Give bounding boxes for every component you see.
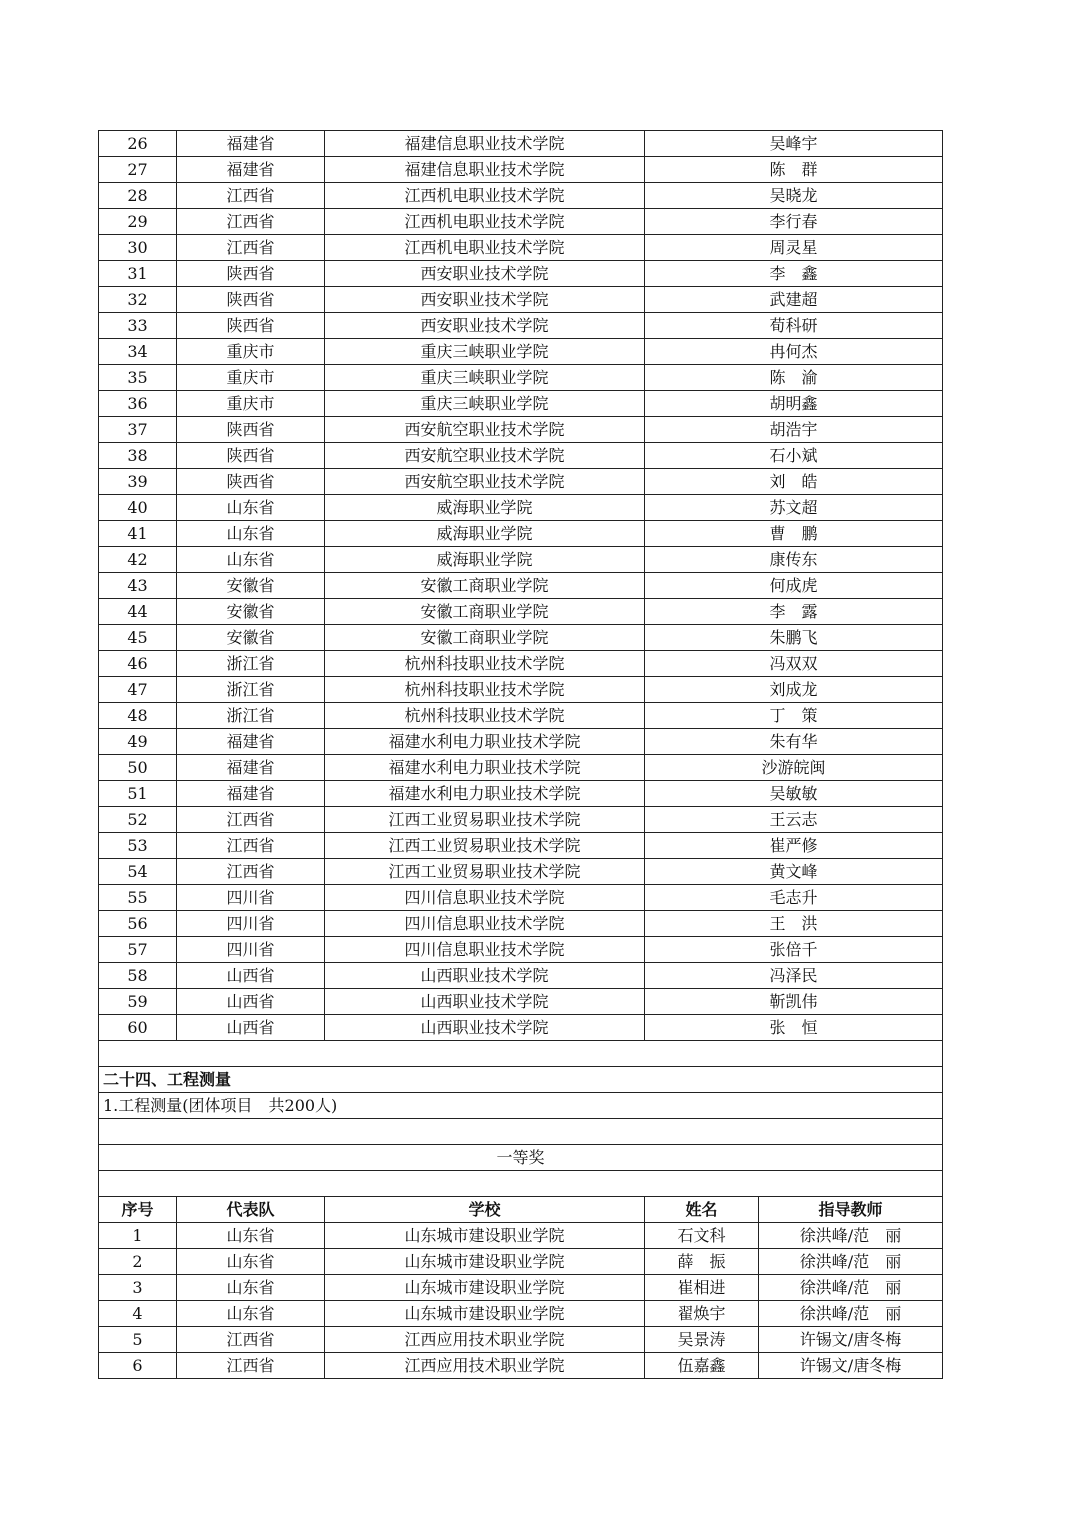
row-name: 毛志升 — [645, 885, 943, 911]
row-name: 曹 鹏 — [645, 521, 943, 547]
row-teacher: 许锡文/唐冬梅 — [759, 1353, 943, 1379]
table-row — [99, 1015, 943, 1041]
row-number: 27 — [99, 157, 177, 183]
table-row — [99, 937, 943, 963]
row-school: 山东城市建设职业学院 — [325, 1249, 645, 1275]
row-number: 47 — [99, 677, 177, 703]
row-school: 江西工业贸易职业技术学院 — [325, 833, 645, 859]
header-row — [99, 1197, 943, 1223]
row-school: 西安航空职业技术学院 — [325, 469, 645, 495]
row-team: 安徽省 — [177, 599, 325, 625]
row-team: 山东省 — [177, 521, 325, 547]
row-school: 山西职业技术学院 — [325, 989, 645, 1015]
row-name: 冉何杰 — [645, 339, 943, 365]
results-table — [98, 130, 943, 1379]
table-row — [99, 807, 943, 833]
row-teacher: 徐洪峰/范 丽 — [759, 1223, 943, 1249]
row-school: 江西机电职业技术学院 — [325, 209, 645, 235]
row-teacher: 许锡文/唐冬梅 — [759, 1327, 943, 1353]
row-name: 康传东 — [645, 547, 943, 573]
row-number: 40 — [99, 495, 177, 521]
row-school: 四川信息职业技术学院 — [325, 911, 645, 937]
table-row — [99, 261, 943, 287]
row-number: 39 — [99, 469, 177, 495]
row-school: 安徽工商职业学院 — [325, 573, 645, 599]
row-team: 陕西省 — [177, 443, 325, 469]
row-team: 陕西省 — [177, 287, 325, 313]
table-row — [99, 469, 943, 495]
part1-rows — [99, 131, 943, 1041]
row-number: 56 — [99, 911, 177, 937]
row-team: 山东省 — [177, 547, 325, 573]
row-name: 张 恒 — [645, 1015, 943, 1041]
award-title: 一等奖 — [99, 1145, 943, 1171]
row-school: 山西职业技术学院 — [325, 963, 645, 989]
row-school: 重庆三峡职业学院 — [325, 365, 645, 391]
row-name: 石小斌 — [645, 443, 943, 469]
table-row — [99, 651, 943, 677]
spacer-row — [99, 1119, 943, 1145]
row-name: 胡明鑫 — [645, 391, 943, 417]
row-name: 荀科研 — [645, 313, 943, 339]
row-school: 福建信息职业技术学院 — [325, 131, 645, 157]
table-row — [99, 833, 943, 859]
row-number: 36 — [99, 391, 177, 417]
row-team: 福建省 — [177, 781, 325, 807]
row-team: 安徽省 — [177, 573, 325, 599]
row-team: 重庆市 — [177, 339, 325, 365]
row-school: 安徽工商职业学院 — [325, 599, 645, 625]
row-number: 46 — [99, 651, 177, 677]
row-school: 四川信息职业技术学院 — [325, 885, 645, 911]
row-school: 福建水利电力职业技术学院 — [325, 781, 645, 807]
row-team: 江西省 — [177, 235, 325, 261]
row-name: 崔相进 — [645, 1275, 759, 1301]
table-row — [99, 417, 943, 443]
row-school: 杭州科技职业技术学院 — [325, 651, 645, 677]
table-row — [99, 573, 943, 599]
row-team: 安徽省 — [177, 625, 325, 651]
row-team: 福建省 — [177, 755, 325, 781]
row-name: 李 鑫 — [645, 261, 943, 287]
row-number: 26 — [99, 131, 177, 157]
row-team: 陕西省 — [177, 469, 325, 495]
row-team: 山西省 — [177, 963, 325, 989]
row-school: 威海职业学院 — [325, 495, 645, 521]
row-team: 福建省 — [177, 131, 325, 157]
row-number: 4 — [99, 1301, 177, 1327]
row-teacher: 徐洪峰/范 丽 — [759, 1249, 943, 1275]
table-row — [99, 235, 943, 261]
row-teacher: 徐洪峰/范 丽 — [759, 1275, 943, 1301]
row-number: 48 — [99, 703, 177, 729]
row-school: 安徽工商职业学院 — [325, 625, 645, 651]
table-row — [99, 339, 943, 365]
section-title-row — [99, 1067, 943, 1093]
header-name: 姓名 — [645, 1197, 759, 1223]
row-number: 50 — [99, 755, 177, 781]
award-row — [99, 1145, 943, 1171]
row-name: 张倍千 — [645, 937, 943, 963]
row-name: 陈 群 — [645, 157, 943, 183]
row-number: 55 — [99, 885, 177, 911]
spacer-row — [99, 1171, 943, 1197]
row-team: 江西省 — [177, 833, 325, 859]
row-name: 薛 振 — [645, 1249, 759, 1275]
part2-rows — [99, 1223, 943, 1379]
results-sheet — [98, 130, 942, 1379]
row-name: 吴景涛 — [645, 1327, 759, 1353]
row-school: 江西机电职业技术学院 — [325, 235, 645, 261]
table-row — [99, 547, 943, 573]
row-name: 胡浩宇 — [645, 417, 943, 443]
row-number: 41 — [99, 521, 177, 547]
row-number: 60 — [99, 1015, 177, 1041]
row-school: 福建水利电力职业技术学院 — [325, 755, 645, 781]
table-row — [99, 1301, 943, 1327]
row-number: 28 — [99, 183, 177, 209]
header-team: 代表队 — [177, 1197, 325, 1223]
row-name: 石文科 — [645, 1223, 759, 1249]
row-school: 山西职业技术学院 — [325, 1015, 645, 1041]
row-number: 54 — [99, 859, 177, 885]
row-name: 刘成龙 — [645, 677, 943, 703]
row-school: 江西应用技术职业学院 — [325, 1353, 645, 1379]
table-row — [99, 911, 943, 937]
row-number: 1 — [99, 1223, 177, 1249]
row-team: 福建省 — [177, 157, 325, 183]
row-number: 31 — [99, 261, 177, 287]
row-team: 浙江省 — [177, 703, 325, 729]
row-number: 42 — [99, 547, 177, 573]
row-name: 冯双双 — [645, 651, 943, 677]
table-row — [99, 365, 943, 391]
table-row — [99, 963, 943, 989]
row-school: 山东城市建设职业学院 — [325, 1275, 645, 1301]
table-row — [99, 443, 943, 469]
row-school: 重庆三峡职业学院 — [325, 391, 645, 417]
row-number: 49 — [99, 729, 177, 755]
row-team: 山西省 — [177, 989, 325, 1015]
row-school: 四川信息职业技术学院 — [325, 937, 645, 963]
row-name: 陈 渝 — [645, 365, 943, 391]
row-team: 山东省 — [177, 1301, 325, 1327]
row-team: 福建省 — [177, 729, 325, 755]
row-school: 西安航空职业技术学院 — [325, 417, 645, 443]
table-row — [99, 183, 943, 209]
row-name: 靳凯伟 — [645, 989, 943, 1015]
row-team: 四川省 — [177, 911, 325, 937]
table-row — [99, 495, 943, 521]
row-school: 福建信息职业技术学院 — [325, 157, 645, 183]
row-name: 周灵星 — [645, 235, 943, 261]
row-number: 43 — [99, 573, 177, 599]
row-name: 朱鹏飞 — [645, 625, 943, 651]
row-number: 57 — [99, 937, 177, 963]
row-teacher: 徐洪峰/范 丽 — [759, 1301, 943, 1327]
table-row — [99, 1353, 943, 1379]
row-team: 陕西省 — [177, 417, 325, 443]
row-name: 李 露 — [645, 599, 943, 625]
row-name: 沙游皖闽 — [645, 755, 943, 781]
table-row — [99, 755, 943, 781]
table-row — [99, 1275, 943, 1301]
row-name: 黄文峰 — [645, 859, 943, 885]
row-name: 伍嘉鑫 — [645, 1353, 759, 1379]
row-team: 陕西省 — [177, 313, 325, 339]
table-row — [99, 313, 943, 339]
row-team: 江西省 — [177, 807, 325, 833]
row-school: 江西工业贸易职业技术学院 — [325, 859, 645, 885]
row-name: 翟焕宇 — [645, 1301, 759, 1327]
row-name: 王云志 — [645, 807, 943, 833]
table-row — [99, 521, 943, 547]
row-number: 34 — [99, 339, 177, 365]
row-team: 重庆市 — [177, 391, 325, 417]
row-school: 威海职业学院 — [325, 521, 645, 547]
row-number: 29 — [99, 209, 177, 235]
row-name: 吴峰宇 — [645, 131, 943, 157]
row-number: 52 — [99, 807, 177, 833]
row-number: 5 — [99, 1327, 177, 1353]
table-row — [99, 157, 943, 183]
table-row — [99, 859, 943, 885]
row-name: 李行春 — [645, 209, 943, 235]
row-number: 45 — [99, 625, 177, 651]
row-school: 西安职业技术学院 — [325, 287, 645, 313]
row-school: 杭州科技职业技术学院 — [325, 677, 645, 703]
header-teacher: 指导教师 — [759, 1197, 943, 1223]
table-row — [99, 1327, 943, 1353]
row-team: 四川省 — [177, 937, 325, 963]
row-team: 江西省 — [177, 1353, 325, 1379]
header-no: 序号 — [99, 1197, 177, 1223]
row-school: 杭州科技职业技术学院 — [325, 703, 645, 729]
row-name: 何成虎 — [645, 573, 943, 599]
row-team: 山东省 — [177, 1249, 325, 1275]
table-row — [99, 1249, 943, 1275]
row-name: 吴敏敏 — [645, 781, 943, 807]
row-team: 浙江省 — [177, 677, 325, 703]
table-row — [99, 599, 943, 625]
row-team: 山东省 — [177, 495, 325, 521]
row-name: 王 洪 — [645, 911, 943, 937]
table-row — [99, 703, 943, 729]
table-row — [99, 781, 943, 807]
header-school: 学校 — [325, 1197, 645, 1223]
row-number: 38 — [99, 443, 177, 469]
section-block — [99, 1041, 943, 1223]
row-school: 江西工业贸易职业技术学院 — [325, 807, 645, 833]
table-row — [99, 729, 943, 755]
row-team: 山西省 — [177, 1015, 325, 1041]
row-school: 西安航空职业技术学院 — [325, 443, 645, 469]
row-team: 浙江省 — [177, 651, 325, 677]
row-school: 江西应用技术职业学院 — [325, 1327, 645, 1353]
row-number: 3 — [99, 1275, 177, 1301]
row-team: 江西省 — [177, 1327, 325, 1353]
row-school: 重庆三峡职业学院 — [325, 339, 645, 365]
row-team: 陕西省 — [177, 261, 325, 287]
table-row — [99, 989, 943, 1015]
row-name: 冯泽民 — [645, 963, 943, 989]
row-number: 32 — [99, 287, 177, 313]
table-row — [99, 885, 943, 911]
row-number: 59 — [99, 989, 177, 1015]
row-number: 58 — [99, 963, 177, 989]
table-row — [99, 287, 943, 313]
table-row — [99, 131, 943, 157]
row-school: 江西机电职业技术学院 — [325, 183, 645, 209]
row-number: 35 — [99, 365, 177, 391]
row-school: 山东城市建设职业学院 — [325, 1223, 645, 1249]
table-row — [99, 1223, 943, 1249]
row-team: 四川省 — [177, 885, 325, 911]
section-subtitle: 1.工程测量(团体项目 共200人) — [99, 1093, 943, 1119]
row-team: 山东省 — [177, 1275, 325, 1301]
row-school: 西安职业技术学院 — [325, 261, 645, 287]
row-name: 朱有华 — [645, 729, 943, 755]
section-subtitle-row — [99, 1093, 943, 1119]
spacer-row — [99, 1041, 943, 1067]
row-team: 江西省 — [177, 183, 325, 209]
row-name: 武建超 — [645, 287, 943, 313]
table-row — [99, 209, 943, 235]
table-row — [99, 625, 943, 651]
row-name: 苏文超 — [645, 495, 943, 521]
row-name: 崔严修 — [645, 833, 943, 859]
row-number: 44 — [99, 599, 177, 625]
row-team: 江西省 — [177, 209, 325, 235]
row-number: 33 — [99, 313, 177, 339]
table-row — [99, 677, 943, 703]
row-name: 吴晓龙 — [645, 183, 943, 209]
row-school: 山东城市建设职业学院 — [325, 1301, 645, 1327]
row-team: 山东省 — [177, 1223, 325, 1249]
row-number: 37 — [99, 417, 177, 443]
row-number: 51 — [99, 781, 177, 807]
row-number: 2 — [99, 1249, 177, 1275]
row-name: 刘 皓 — [645, 469, 943, 495]
row-school: 福建水利电力职业技术学院 — [325, 729, 645, 755]
row-team: 江西省 — [177, 859, 325, 885]
row-number: 53 — [99, 833, 177, 859]
row-team: 重庆市 — [177, 365, 325, 391]
section-title: 二十四、工程测量 — [99, 1067, 943, 1093]
row-school: 威海职业学院 — [325, 547, 645, 573]
table-row — [99, 391, 943, 417]
row-school: 西安职业技术学院 — [325, 313, 645, 339]
row-name: 丁 策 — [645, 703, 943, 729]
row-number: 30 — [99, 235, 177, 261]
row-number: 6 — [99, 1353, 177, 1379]
